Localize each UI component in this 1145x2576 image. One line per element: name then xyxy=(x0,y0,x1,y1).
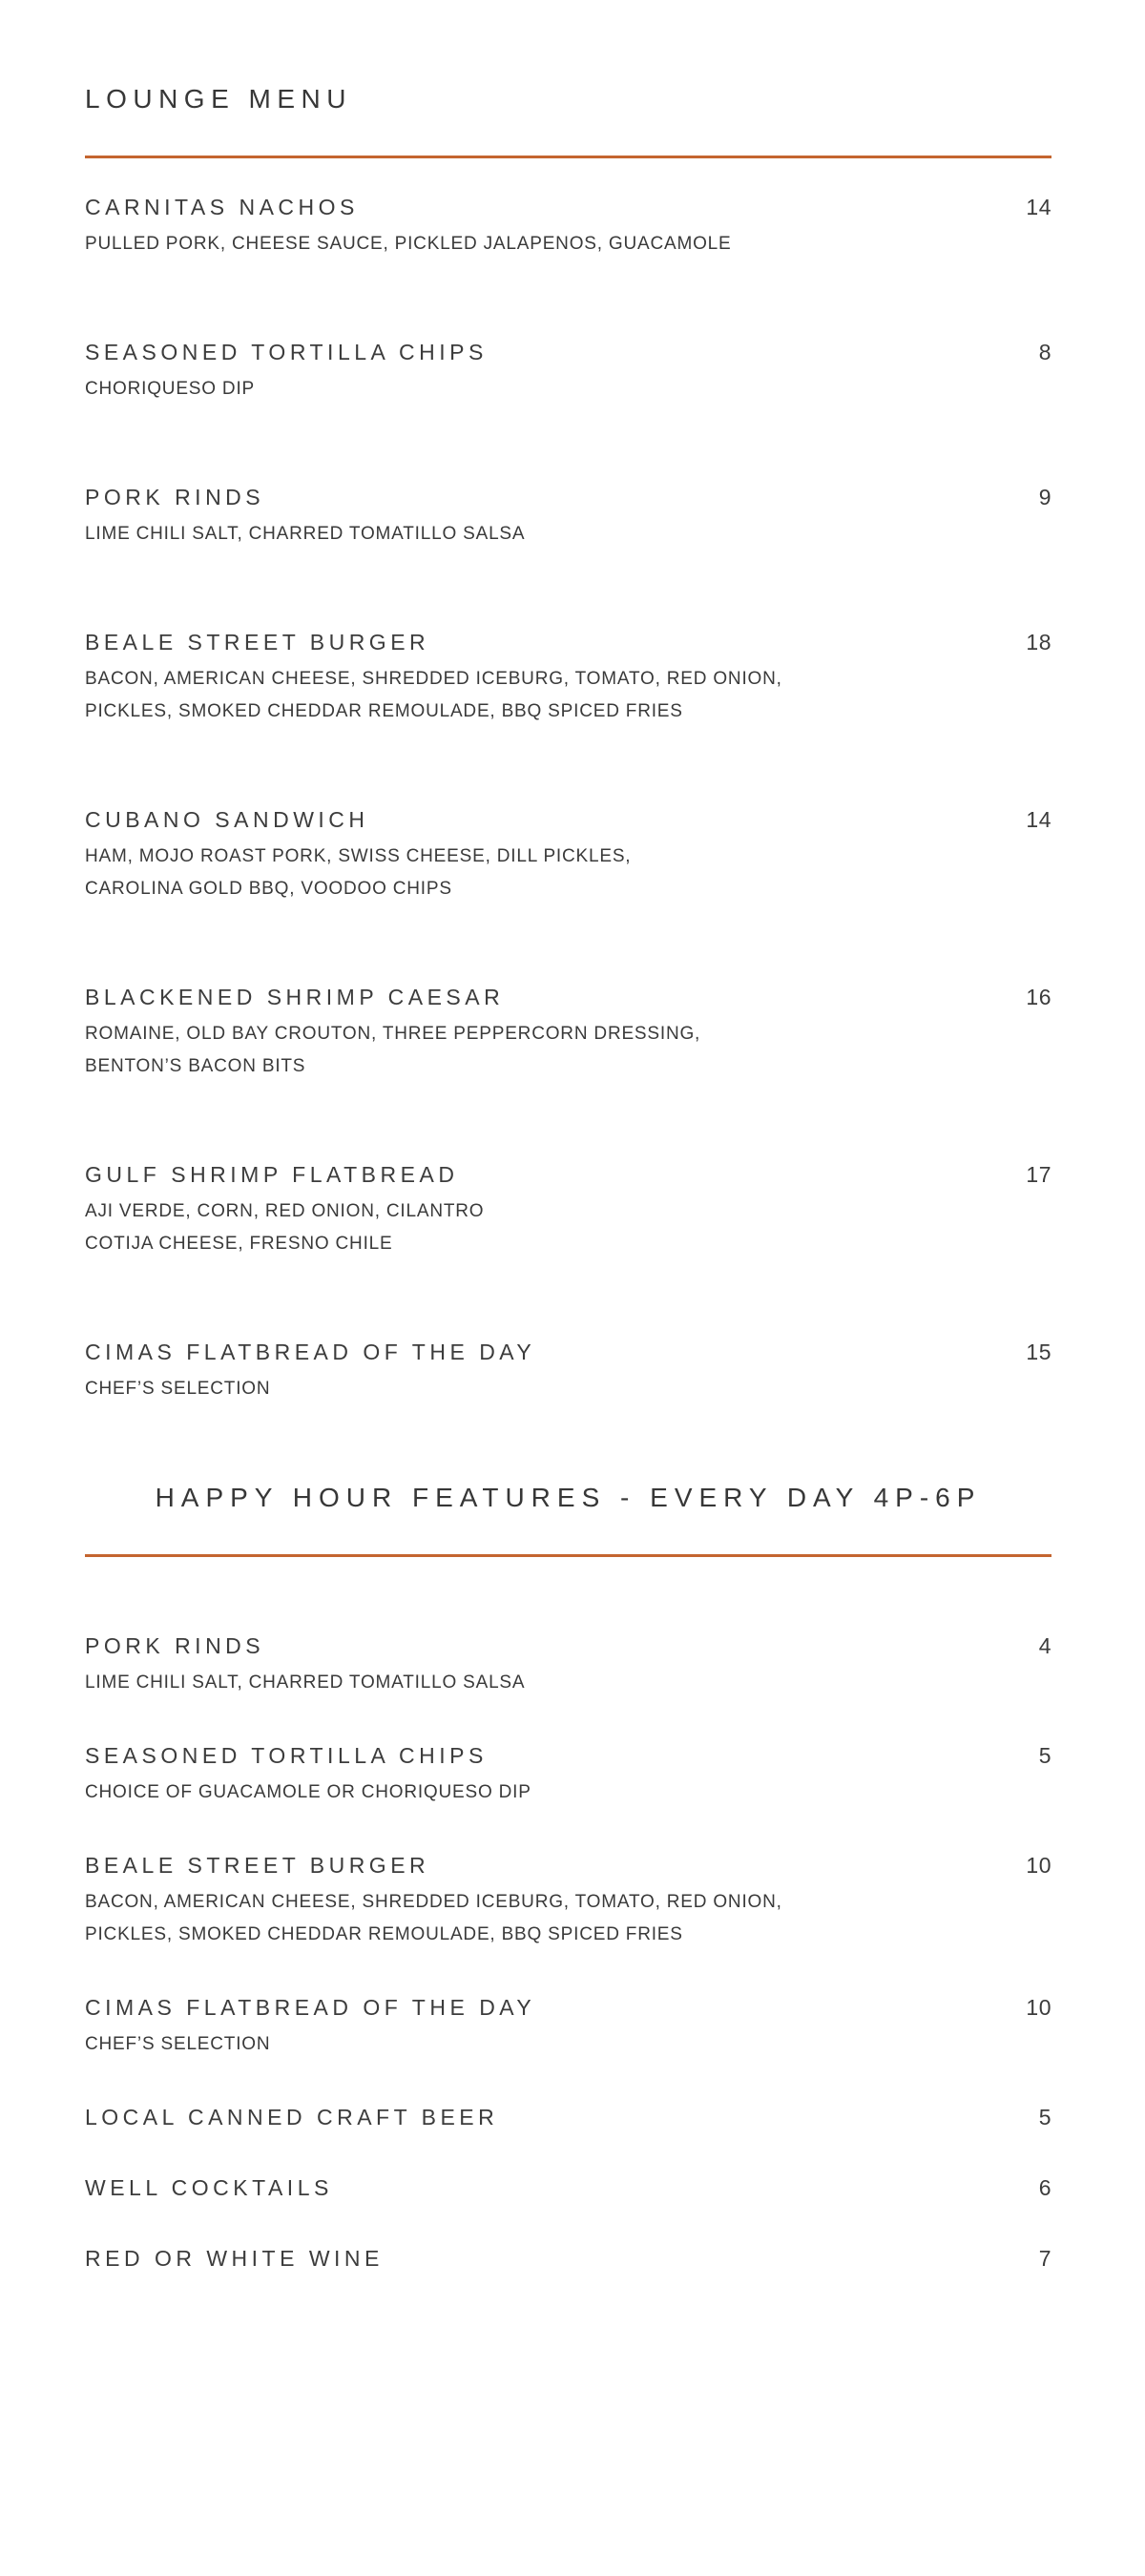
item-description-line: CHOICE OF GUACAMOLE OR CHORIQUESO DIP xyxy=(85,1782,531,1802)
lounge-menu-section xyxy=(85,84,1051,1405)
item-description-line: LIME CHILI SALT, CHARRED TOMATILLO SALSA xyxy=(85,1672,526,1693)
item-description-line: BENTON’S BACON BITS xyxy=(85,1056,306,1076)
happy-hour-items xyxy=(85,1631,1051,2273)
menu-item xyxy=(85,338,1051,405)
item-description-line: AJI VERDE, CORN, RED ONION, CILANTRO xyxy=(85,1201,485,1221)
item-name: WELL COCKTAILS xyxy=(85,2175,333,2200)
menu-item xyxy=(85,1338,1051,1405)
section-divider xyxy=(85,156,1051,158)
item-description xyxy=(85,1667,1051,1699)
menu-item xyxy=(85,2103,1051,2131)
happy-hour-title: HAPPY HOUR FEATURES - EVERY DAY 4P-6P xyxy=(155,1483,982,1512)
item-description-line: LIME CHILI SALT, CHARRED TOMATILLO SALSA xyxy=(85,524,526,544)
item-price: 10 xyxy=(1026,1995,1051,2020)
item-description-line: CHEF’S SELECTION xyxy=(85,2034,271,2054)
item-name: LOCAL CANNED CRAFT BEER xyxy=(85,2105,499,2129)
item-name: CIMAS FLATBREAD OF THE DAY xyxy=(85,1340,536,1364)
item-description-line: BACON, AMERICAN CHEESE, SHREDDED ICEBURG, TOMATO, RED ONION, xyxy=(85,669,782,689)
item-description xyxy=(85,228,1051,260)
item-price: 18 xyxy=(1026,630,1051,654)
menu-item xyxy=(85,1160,1051,1260)
item-price: 10 xyxy=(1026,1853,1051,1878)
item-description-line: CHEF’S SELECTION xyxy=(85,1379,271,1399)
menu-item xyxy=(85,1993,1051,2061)
item-description xyxy=(85,841,1051,905)
item-price: 15 xyxy=(1026,1340,1051,1364)
menu-item xyxy=(85,2244,1051,2273)
item-description xyxy=(85,1373,1051,1405)
item-name: BEALE STREET BURGER xyxy=(85,1853,430,1878)
item-description xyxy=(85,1195,1051,1260)
item-name: BEALE STREET BURGER xyxy=(85,630,430,654)
menu-item xyxy=(85,483,1051,551)
item-description-line: COTIJA CHEESE, FRESNO CHILE xyxy=(85,1234,393,1254)
item-name: PORK RINDS xyxy=(85,1633,265,1658)
menu-item xyxy=(85,1631,1051,1699)
item-price: 5 xyxy=(1038,2105,1051,2129)
item-description-line: ROMAINE, OLD BAY CROUTON, THREE PEPPERCORN DRESSING, xyxy=(85,1024,701,1044)
item-name: CARNITAS NACHOS xyxy=(85,195,359,219)
item-description xyxy=(85,518,1051,551)
item-price: 17 xyxy=(1026,1162,1051,1187)
menu-item xyxy=(85,193,1051,260)
item-description xyxy=(85,1886,1051,1951)
item-name: PORK RINDS xyxy=(85,485,265,509)
menu-item xyxy=(85,805,1051,905)
item-price: 14 xyxy=(1026,807,1051,832)
item-price: 4 xyxy=(1038,1633,1051,1658)
item-name: SEASONED TORTILLA CHIPS xyxy=(85,1743,488,1768)
lounge-menu-title: LOUNGE MENU xyxy=(85,84,352,114)
item-description xyxy=(85,663,1051,728)
item-price: 16 xyxy=(1026,985,1051,1009)
item-description-line: PULLED PORK, CHEESE SAUCE, PICKLED JALAPENOS, GUACAMOLE xyxy=(85,234,732,254)
item-price: 8 xyxy=(1038,340,1051,364)
item-price: 14 xyxy=(1026,195,1051,219)
menu-item xyxy=(85,2173,1051,2202)
item-name: CIMAS FLATBREAD OF THE DAY xyxy=(85,1995,536,2020)
section-divider xyxy=(85,1554,1051,1557)
menu-item xyxy=(85,1741,1051,1809)
item-description-line: CAROLINA GOLD BBQ, VOODOO CHIPS xyxy=(85,879,452,899)
menu-item xyxy=(85,628,1051,728)
item-price: 7 xyxy=(1038,2246,1051,2271)
item-name: RED OR WHITE WINE xyxy=(85,2246,384,2271)
item-name: BLACKENED SHRIMP CAESAR xyxy=(85,985,505,1009)
item-description xyxy=(85,2028,1051,2061)
item-description-line: HAM, MOJO ROAST PORK, SWISS CHEESE, DILL PICKLES, xyxy=(85,846,632,866)
menu-item xyxy=(85,1851,1051,1951)
menu-item xyxy=(85,983,1051,1083)
item-price: 6 xyxy=(1038,2175,1051,2200)
item-description-line: PICKLES, SMOKED CHEDDAR REMOULADE, BBQ SPICED FRIES xyxy=(85,701,683,721)
item-price: 9 xyxy=(1038,485,1051,509)
item-description xyxy=(85,1776,1051,1809)
item-description-line: CHORIQUESO DIP xyxy=(85,379,255,399)
item-name: CUBANO SANDWICH xyxy=(85,807,369,832)
item-name: GULF SHRIMP FLATBREAD xyxy=(85,1162,459,1187)
item-name: SEASONED TORTILLA CHIPS xyxy=(85,340,488,364)
item-description xyxy=(85,1018,1051,1083)
happy-hour-section xyxy=(85,1483,1051,2273)
item-price: 5 xyxy=(1038,1743,1051,1768)
item-description-line: BACON, AMERICAN CHEESE, SHREDDED ICEBURG, TOMATO, RED ONION, xyxy=(85,1892,782,1912)
item-description-line: PICKLES, SMOKED CHEDDAR REMOULADE, BBQ SPICED FRIES xyxy=(85,1924,683,1944)
lounge-menu-items xyxy=(85,193,1051,1405)
item-description xyxy=(85,373,1051,405)
